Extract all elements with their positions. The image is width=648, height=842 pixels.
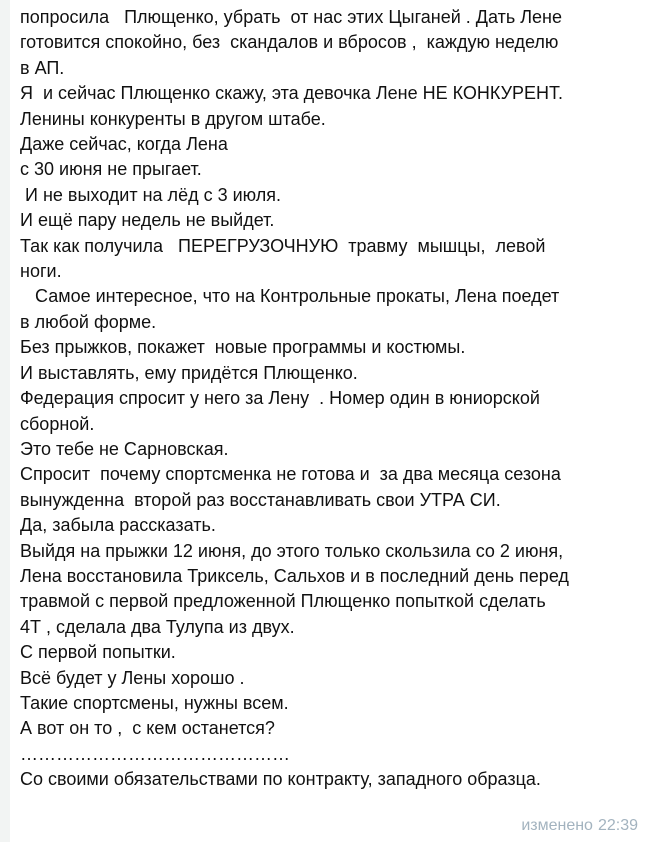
message-line: Выйдя на прыжки 12 июня, до этого только скользила со 2 июня, <box>20 540 564 561</box>
message-line: в АП. <box>20 57 65 78</box>
message-line: готовится спокойно, без скандалов и вбросов , каждую неделю <box>20 32 559 53</box>
message-line: Я и сейчас Плющенко скажу, эта девочка Лене НЕ КОНКУРЕНТ. <box>20 83 564 104</box>
message-line: Спросит почему спортсменка не готова и за два месяца сезона <box>20 464 561 485</box>
message-line: ……………………………………… <box>20 743 290 764</box>
message-line: Даже сейчас, когда Лена <box>20 134 228 155</box>
message-line: Самое интересное, что на Контрольные прокаты, Лена поедет <box>20 286 560 307</box>
message-line: А вот он то , с кем останется? <box>20 718 275 739</box>
message-line: Это тебе не Сарновская. <box>20 438 229 459</box>
message-line: 4Т , сделала два Тулупа из двух. <box>20 616 295 637</box>
message-line: Всё будет у Лены хорошо . <box>20 667 245 688</box>
message-line: Лена восстановила Триксель, Сальхов и в последний день перед <box>20 565 569 586</box>
message-line: Со своими обязательствами по контракту, западного образца. <box>20 769 541 790</box>
message-bubble[interactable] <box>10 0 648 842</box>
message-time: 22:39 <box>597 817 638 834</box>
message-line: Так как получила ПЕРЕГРУЗОЧНУЮ травму мышцы, левой <box>20 235 546 256</box>
message-line: с 30 июня не прыгает. <box>20 159 202 180</box>
message-line: Без прыжков, покажет новые программы и костюмы. <box>20 337 466 358</box>
message-line: С первой попытки. <box>20 642 176 663</box>
message-line: травмой с первой предложенной Плющенко попыткой сделать <box>20 591 546 612</box>
message-meta <box>521 817 638 835</box>
message-line: И выставлять, ему придётся Плющенко. <box>20 362 358 383</box>
message-line: Да, забыла рассказать. <box>20 515 216 536</box>
message-line: сборной. <box>20 413 95 434</box>
message-line: в любой форме. <box>20 311 157 332</box>
message-line: Федерация спросит у него за Лену . Номер один в юниорской <box>20 388 540 409</box>
message-line: попросила Плющенко, убрать от нас этих Цыганей . Дать Лене <box>20 7 562 27</box>
message-line: ноги. <box>20 261 62 282</box>
message-line: И не выходит на лёд с 3 июля. <box>20 184 281 205</box>
message-line: И ещё пару недель не выйдет. <box>20 210 275 231</box>
message-text <box>20 5 642 793</box>
message-line: Ленины конкуренты в другом штабе. <box>20 108 326 129</box>
message-line: Такие спортсмены, нужны всем. <box>20 692 289 713</box>
edited-label: изменено <box>521 817 593 834</box>
message-line: вынужденна второй раз восстанавливать свои УТРА СИ. <box>20 489 501 510</box>
